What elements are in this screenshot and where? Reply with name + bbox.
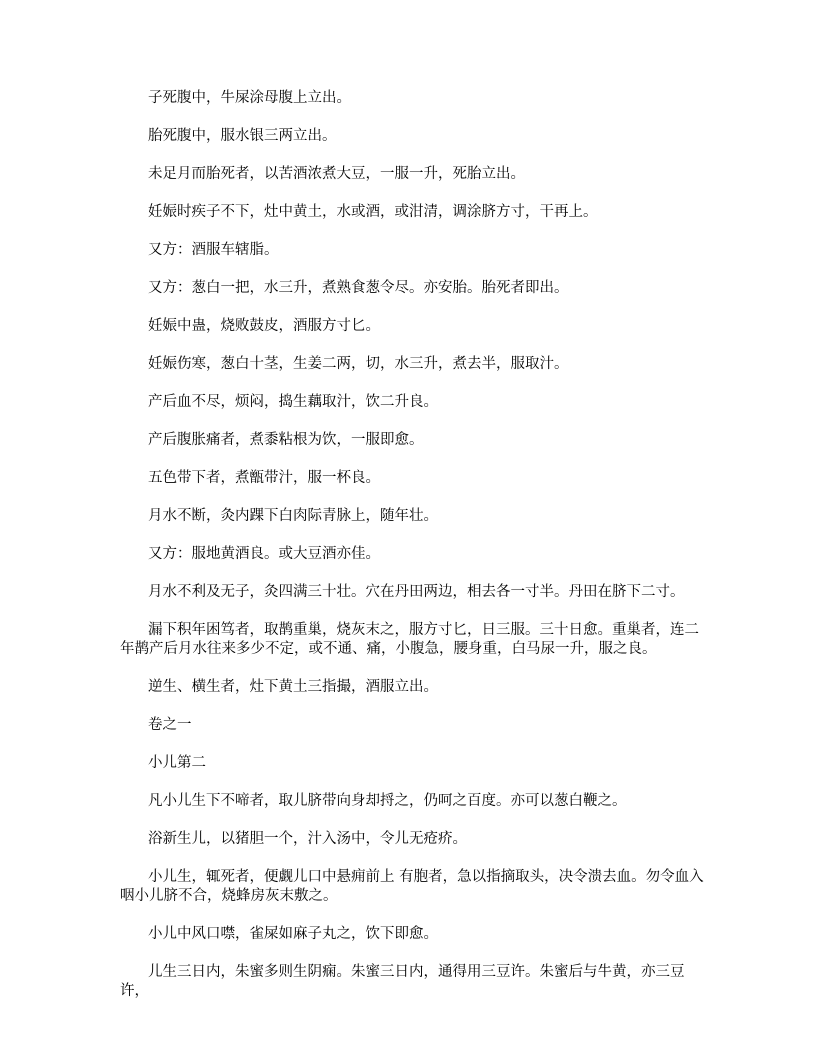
paragraph: 子死腹中，牛屎涂母腹上立出。 [148,90,351,106]
paragraph: 漏下积年困笃者，取鹊重巢，烧灰末之，服方寸匕，日三服。三十日愈。重巢者，连二年鹊产后月水往来多少不定，或不通、痛，小腹急，腰身重，白马尿一升，服之良。 [120,622,699,657]
paragraph: 产后血不尽，烦闷，捣生藕取汁，饮二升良。 [148,394,438,410]
paragraph: 未足月而胎死者，以苦酒浓煮大豆，一服一升，死胎立出。 [148,166,525,182]
paragraph: 妊娠伤寒，葱白十茎，生姜二两，切，水三升，煮去半，服取汁。 [148,356,569,372]
paragraph: 浴新生儿，以猪胆一个，汁入汤中，令儿无疮疥。 [148,831,467,847]
paragraph: 逆生、横生者，灶下黄土三指撮，酒服立出。 [148,679,438,695]
paragraph: 小儿中风口噤，雀屎如麻子丸之，饮下即愈。 [148,926,438,942]
section-heading: 小儿第二 [148,755,206,771]
paragraph: 五色带下者，煮甑带汁，服一杯良。 [148,470,380,486]
paragraph: 又方：服地黄酒良。或大豆酒亦佳。 [148,546,380,562]
paragraph: 产后腹胀痛者，煮黍粘根为饮，一服即愈。 [148,432,424,448]
document-page [120,89,706,1020]
paragraph: 小儿生，辄死者，便觑儿口中悬痈前上 有胞者，急以指摘取头，决令溃去血。勿令血入咽小儿脐不合，烧蜂房灰末敷之。 [120,869,704,904]
volume-heading: 卷之一 [148,717,192,733]
paragraph: 又方：酒服车辖脂。 [148,242,279,258]
paragraph: 妊娠时疾子不下，灶中黄土，水或酒，或泔清，调涂脐方寸，干再上。 [148,204,598,220]
paragraph: 胎死腹中，服水银三两立出。 [148,128,337,144]
paragraph: 妊娠中蛊，烧败鼓皮，酒服方寸匕。 [148,318,380,334]
paragraph: 月水不断，灸内踝下白肉际青脉上，随年壮。 [148,508,438,524]
paragraph: 月水不利及无子，灸四满三十壮。穴在丹田两边，相去各一寸半。丹田在脐下二寸。 [148,584,685,600]
paragraph: 又方：葱白一把，水三升，煮熟食葱令尽。亦安胎。胎死者即出。 [148,280,569,296]
paragraph: 凡小儿生下不啼者，取儿脐带向身却捋之，仍呵之百度。亦可以葱白鞭之。 [148,793,627,809]
paragraph: 儿生三日内，朱蜜多则生阴痫。朱蜜三日内，通得用三豆许。朱蜜后与牛黄，亦三豆许， [120,964,685,999]
